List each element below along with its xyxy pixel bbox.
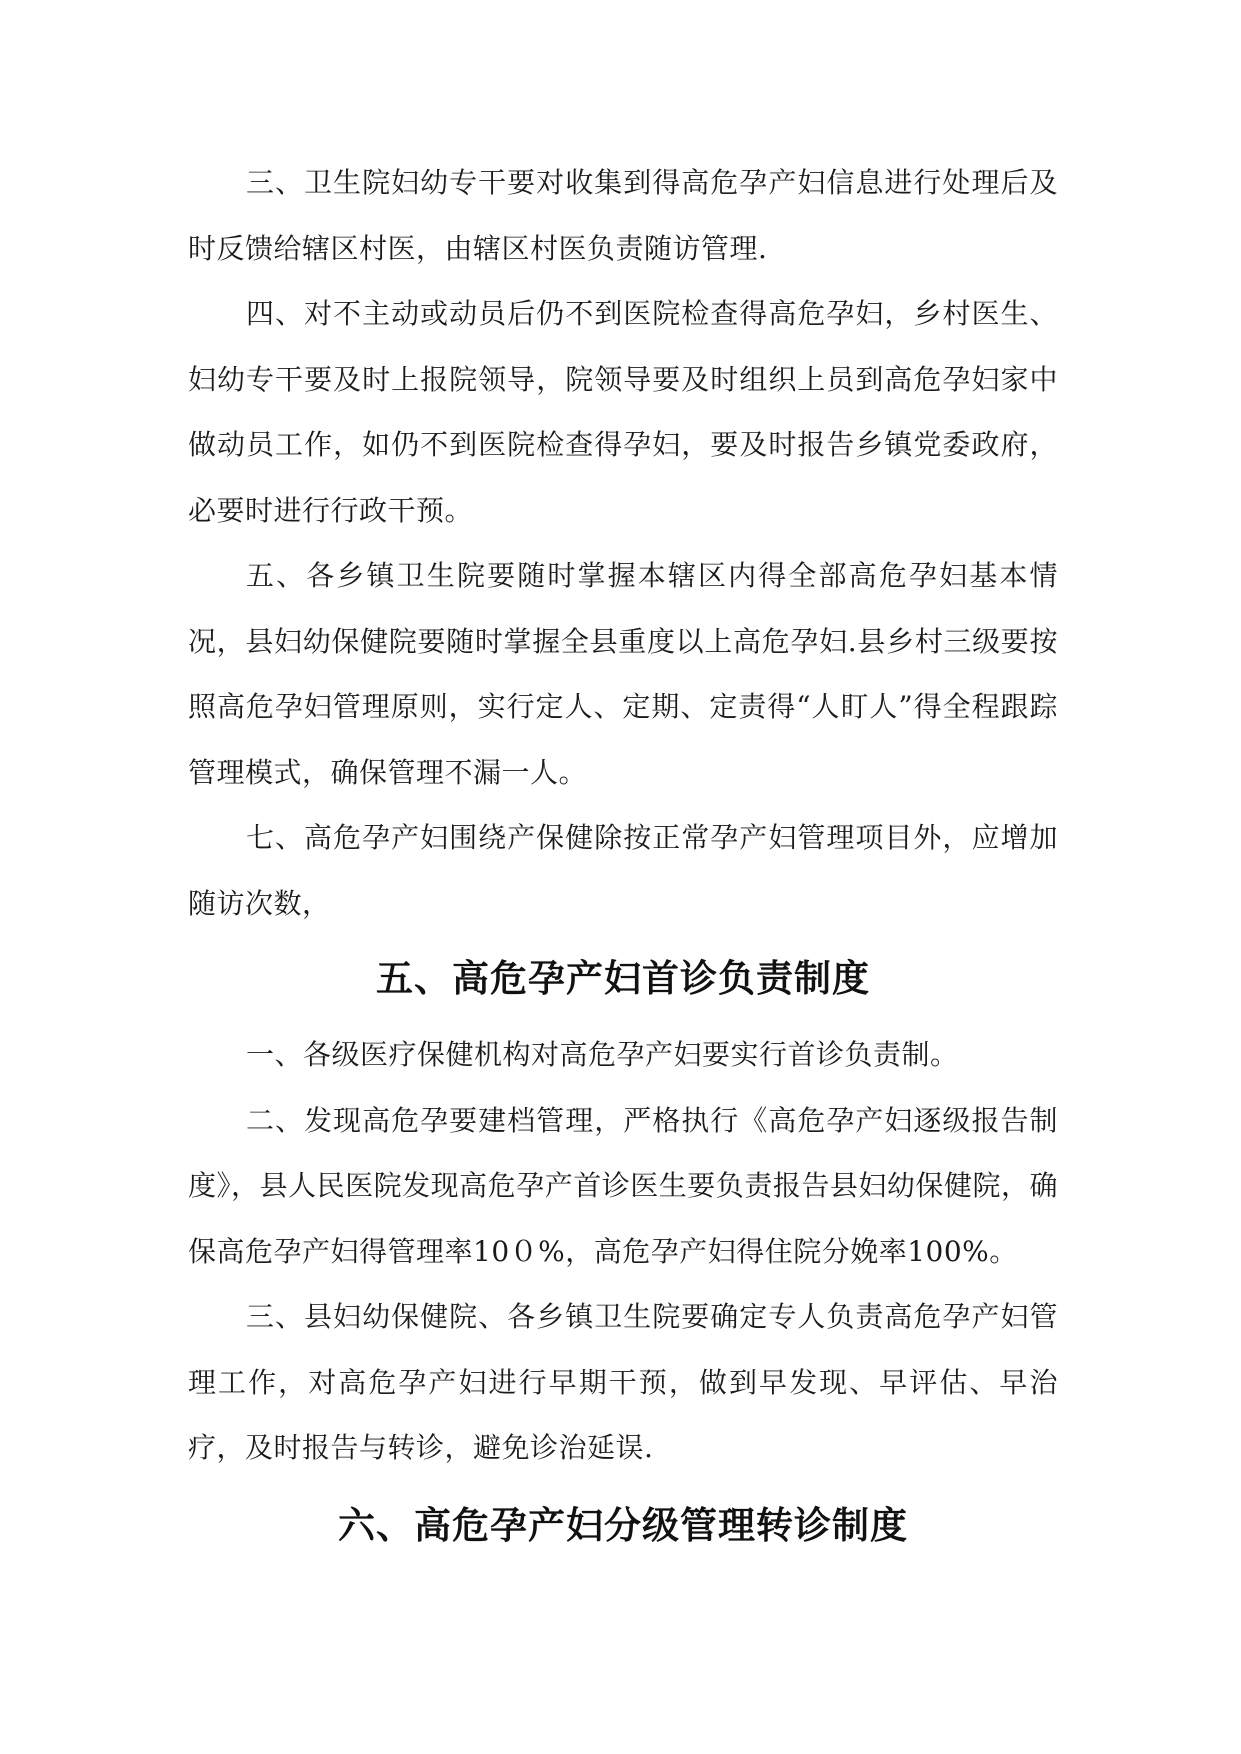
paragraph-first-diagnosis-2: 二、发现高危孕要建档管理，严格执行《高危孕产妇逐级报告制度》，县人民医院发现高危孕产首诊医生要负责报告县妇幼保健院，确保高危孕产妇得管理率10０%，高危孕产妇得住院分娩率100%。 — [188, 1103, 1058, 1268]
paragraph-wu-tracking: 五、各乡镇卫生院要随时掌握本辖区内得全部高危孕妇基本情况，县妇幼保健院要随时掌握全县重度以上高危孕妇.县乡村三级要按照高危孕妇管理原则，实行定人、定期、定责得“人盯人”得全程跟踪管理模式，确保管理不漏一人。 — [188, 559, 1058, 789]
section-title-referral: 六、高危孕产妇分级管理转诊制度 — [338, 1503, 908, 1547]
paragraph-san-feedback: 三、卫生院妇幼专干要对收集到得高危孕产妇信息进行处理后及时反馈给辖区村医，由辖区村医负责随访管理. — [188, 166, 1058, 265]
paragraph-first-diagnosis-1: 一、各级医疗保健机构对高危孕产妇要实行首诊负责制。 — [246, 1038, 959, 1071]
paragraph-qi-followup: 七、高危孕产妇围绕产保健除按正常孕产妇管理项目外，应增加随访次数， — [188, 821, 1058, 920]
paragraph-first-diagnosis-3: 三、县妇幼保健院、各乡镇卫生院要确定专人负责高危孕产妇管理工作，对高危孕产妇进行早期干预，做到早发现、早评估、早治疗，及时报告与转诊，避免诊治延误. — [188, 1300, 1058, 1464]
document-body — [188, 150, 1058, 1569]
paragraph-si-mobilization: 四、对不主动或动员后仍不到医院检查得高危孕妇，乡村医生、妇幼专干要及时上报院领导，院领导要及时组织上员到高危孕妇家中做动员工作，如仍不到医院检查得孕妇，要及时报告乡镇党委政府，必要时进行行政干预。 — [188, 297, 1058, 527]
section-title-first-diagnosis: 五、高危孕产妇首诊负责制度 — [376, 957, 870, 1000]
